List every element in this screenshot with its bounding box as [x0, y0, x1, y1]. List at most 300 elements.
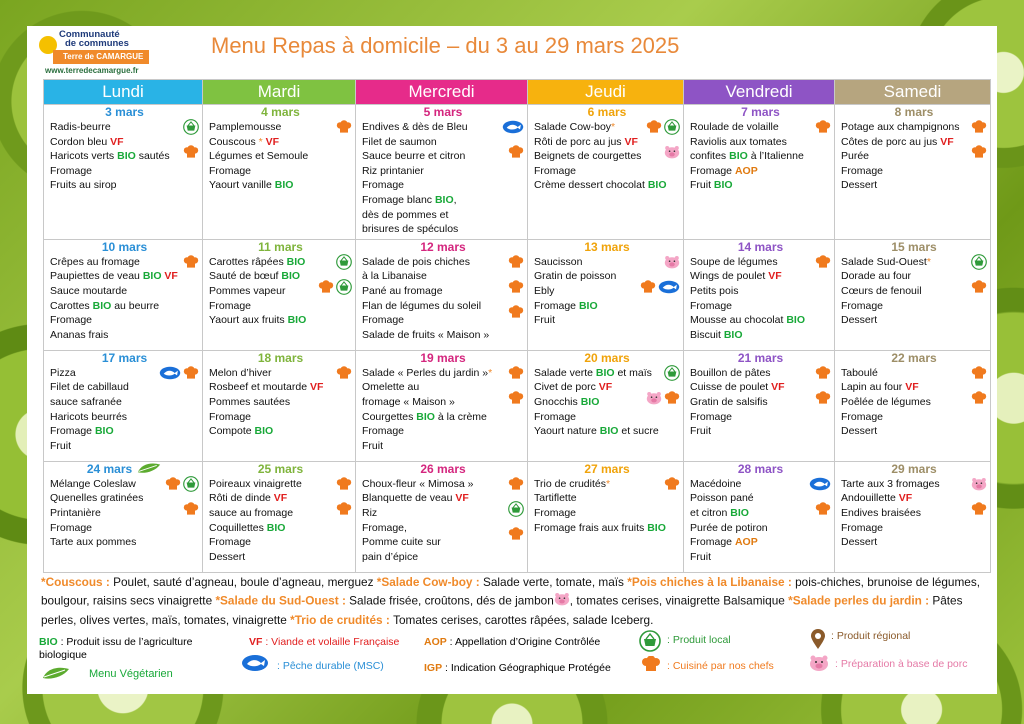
menu-segment: BIO	[254, 425, 274, 438]
menu-segment: VF	[309, 381, 324, 394]
cell-date-text: 7 mars	[741, 105, 780, 119]
menu-segment: Fruit	[690, 179, 714, 192]
chef-icon	[336, 501, 352, 522]
chef-icon	[815, 254, 831, 275]
menu-segment: Choux-fleur « Mimosa »	[362, 477, 474, 490]
menu-line	[841, 424, 987, 439]
menu-segment: Pizza	[50, 366, 76, 379]
cell-icons	[664, 476, 680, 497]
cell-date	[841, 462, 987, 477]
cell-date	[534, 105, 680, 120]
day-header-4: Vendredi	[684, 80, 835, 105]
menu-line	[362, 521, 524, 536]
menu-line	[841, 313, 987, 328]
menu-line	[841, 149, 987, 164]
menu-items	[841, 255, 987, 328]
menu-segment: Fruit	[690, 550, 711, 563]
day-cell	[356, 461, 528, 572]
menu-segment: Pamplemousse	[209, 121, 282, 133]
menu-items	[841, 366, 987, 439]
menu-segment: Carottes râpées	[209, 255, 287, 268]
menu-segment: Fromage	[690, 164, 735, 177]
menu-segment: Pommes sautées	[209, 395, 291, 408]
logo-line1: Communauté	[59, 29, 120, 40]
menu-line	[690, 380, 831, 395]
day-header-row	[44, 80, 991, 105]
cell-date	[50, 240, 199, 255]
cell-date-text: 20 mars	[584, 350, 630, 365]
cell-icons	[502, 119, 524, 165]
menu-segment: Saucisson	[534, 255, 583, 268]
week-row	[44, 350, 991, 461]
menu-segment: Printanière	[50, 506, 101, 519]
menu-segment: Pané au fromage	[362, 284, 443, 297]
cell-icons	[646, 119, 680, 165]
leaf-icon	[136, 462, 162, 478]
menu-segment: BIO	[92, 299, 112, 312]
menu-segment: Omelette au	[362, 381, 420, 394]
day-cell	[835, 461, 991, 572]
cell-date-text: 25 mars	[257, 461, 304, 476]
cell-icons	[646, 365, 680, 411]
menu-segment: Paupiettes de veau	[50, 270, 143, 283]
menu-items	[362, 366, 524, 454]
menu-segment: Fruit	[362, 439, 383, 452]
menu-segment: BIO	[599, 425, 619, 438]
cell-date	[362, 462, 524, 477]
cell-icons	[971, 476, 987, 522]
cell-date-text: 8 mars	[894, 105, 934, 119]
menu-line	[841, 380, 987, 395]
menu-line	[50, 299, 199, 314]
menu-segment: Yaourt aux fruits	[209, 314, 288, 327]
menu-segment: Filet de cabillaud	[50, 381, 129, 394]
legend-chef: : Cuisiné par nos chefs	[667, 660, 774, 672]
menu-line	[209, 380, 352, 395]
menu-line	[841, 395, 987, 410]
menu-segment: Melon d’hiver	[209, 366, 272, 379]
menu-segment: Courgettes	[362, 410, 417, 423]
menu-segment: Fromage	[690, 410, 733, 423]
chef-icon	[664, 476, 680, 497]
menu-line	[209, 535, 352, 550]
menu-segment: Petits pois	[690, 284, 739, 297]
menu-line	[362, 550, 524, 565]
menu-segment: Pomme cuite sur	[362, 536, 441, 549]
menu-line	[690, 410, 831, 425]
chef-icon	[183, 144, 199, 165]
menu-body	[44, 105, 991, 573]
menu-segment: dès de pommes et	[362, 208, 449, 221]
menu-line	[690, 395, 831, 410]
menu-line	[841, 178, 987, 193]
menu-line	[690, 313, 831, 328]
menu-segment: Blanquette de veau	[362, 492, 456, 505]
menu-line	[209, 178, 352, 193]
cell-date-text: 17 mars	[101, 350, 148, 365]
menu-segment: Fromage	[841, 299, 884, 312]
menu-segment: Riz printanier	[362, 164, 424, 177]
cell-icons	[165, 476, 199, 522]
menu-segment: Rosbeef et moutarde	[209, 381, 310, 394]
chef-icon	[815, 501, 831, 522]
cell-date	[209, 351, 352, 366]
menu-items	[534, 477, 680, 535]
chef-icon	[508, 476, 524, 497]
day-header-5: Samedi	[835, 80, 991, 105]
menu-segment: Dessert	[841, 314, 878, 327]
menu-table	[43, 79, 991, 573]
logo-line2: de communes	[65, 38, 129, 49]
menu-segment: Taboulé	[841, 366, 878, 379]
menu-line	[50, 120, 199, 135]
cell-date	[362, 351, 524, 366]
day-cell	[356, 105, 528, 240]
menu-line	[362, 491, 524, 506]
cell-icons	[971, 254, 987, 300]
menu-line	[362, 299, 524, 314]
menu-segment: VF	[273, 492, 288, 505]
menu-line	[841, 284, 987, 299]
cell-icons	[508, 476, 524, 547]
menu-segment: Fromage	[362, 179, 405, 192]
day-cell	[528, 350, 684, 461]
cell-date-text: 27 mars	[584, 461, 630, 476]
menu-segment: Fromage	[534, 410, 577, 423]
week-row	[44, 105, 991, 240]
menu-segment: au beurre	[111, 299, 160, 312]
basket-icon	[183, 476, 199, 497]
menu-segment: Yaourt nature	[534, 425, 600, 438]
menu-line	[362, 380, 524, 395]
cell-date	[534, 240, 680, 255]
menu-segment: BIO	[729, 150, 748, 163]
day-cell	[44, 350, 203, 461]
menu-segment: à la crème	[434, 410, 487, 423]
menu-line	[690, 521, 831, 536]
menu-line	[362, 178, 524, 193]
chef-icon	[815, 365, 831, 386]
menu-line	[690, 269, 831, 284]
chef-icon	[664, 390, 680, 411]
chef-icon	[336, 476, 352, 497]
menu-segment: Fruits au sirop	[50, 179, 117, 192]
menu-segment: Fromage frais aux fruits	[534, 521, 648, 534]
cell-date-text: 22 mars	[891, 350, 937, 365]
day-header-2: Mercredi	[356, 80, 528, 105]
menu-line	[534, 164, 680, 179]
cell-icons	[183, 254, 199, 275]
menu-line	[362, 395, 524, 410]
menu-items	[841, 477, 987, 550]
menu-segment: Salade verte	[534, 366, 596, 379]
menu-segment: BIO	[274, 179, 294, 192]
legend-regional: : Produit régional	[831, 630, 911, 642]
menu-segment: VF	[455, 492, 469, 505]
note-segment: Poulet, sauté d’agneau, boule d’agneau, merguez	[113, 575, 377, 589]
pig-icon	[554, 596, 570, 610]
menu-line	[209, 477, 352, 492]
pig-icon	[971, 476, 987, 497]
menu-line	[209, 410, 352, 425]
menu-items	[362, 477, 524, 565]
menu-items	[209, 477, 352, 565]
menu-line	[841, 491, 987, 506]
menu-line	[50, 164, 199, 179]
legend	[39, 626, 989, 686]
menu-segment: Ebly	[534, 284, 555, 297]
legend-msc: : Pêche durable (MSC)	[277, 660, 384, 672]
menu-line	[362, 208, 524, 223]
menu-line	[841, 120, 987, 135]
chef-icon	[336, 365, 352, 386]
menu-segment: Sauce moutarde	[50, 284, 128, 297]
legend-igp: IGP : Indication Géographique Protégée	[424, 662, 611, 674]
cell-icons	[815, 254, 831, 275]
menu-line	[362, 269, 524, 284]
menu-line	[50, 395, 199, 410]
chef-icon	[336, 119, 352, 140]
menu-line	[50, 410, 199, 425]
menu-segment: VF	[771, 381, 785, 394]
cell-date-text: 14 mars	[737, 239, 784, 254]
cell-date-text: 24 mars	[86, 461, 133, 476]
chef-icon	[815, 119, 831, 140]
day-cell	[684, 105, 835, 240]
menu-segment: VF	[262, 135, 280, 148]
menu-line	[50, 178, 199, 193]
cell-date	[690, 351, 831, 366]
menu-segment: à l’Italienne	[747, 150, 804, 163]
cell-date	[690, 462, 831, 477]
menu-segment: VF	[161, 270, 178, 283]
menu-segment: et citron	[690, 506, 731, 519]
cell-date-text: 11 mars	[258, 239, 303, 254]
menu-segment: *	[488, 366, 493, 379]
menu-segment: BIO	[286, 255, 306, 268]
menu-line	[209, 149, 352, 164]
menu-line	[50, 535, 199, 550]
day-cell	[835, 239, 991, 350]
menu-segment: Salade « Perles du jardin »	[362, 366, 489, 379]
menu-segment: Gnocchis	[534, 395, 581, 408]
menu-line	[362, 120, 524, 135]
basket-icon	[183, 119, 199, 140]
pin-icon	[809, 628, 827, 654]
menu-line	[50, 328, 199, 343]
menu-line	[534, 477, 680, 492]
menu-line	[841, 506, 987, 521]
menu-segment: *	[258, 135, 263, 148]
basket-icon	[336, 279, 352, 300]
menu-line	[534, 491, 680, 506]
cell-icons	[318, 254, 352, 300]
menu-line	[209, 366, 352, 381]
cell-icons	[336, 365, 352, 386]
basket-icon	[664, 119, 680, 140]
menu-segment: Lapin au four	[841, 381, 906, 394]
chef-icon	[971, 144, 987, 165]
menu-segment: Raviolis aux tomates	[690, 135, 787, 148]
cell-date	[50, 105, 199, 120]
menu-segment: BIO	[287, 314, 307, 327]
day-header-1: Mardi	[203, 80, 356, 105]
menu-line	[841, 477, 987, 492]
cell-icons	[183, 119, 199, 165]
cell-icons	[508, 365, 524, 411]
menu-segment: Fruit	[690, 425, 711, 438]
cell-date-text: 21 mars	[737, 350, 784, 365]
menu-segment: Fromage	[690, 536, 735, 549]
day-cell	[44, 461, 203, 572]
menu-line	[50, 255, 199, 270]
chef-icon	[971, 119, 987, 140]
menu-line	[841, 299, 987, 314]
menu-line	[534, 424, 680, 439]
leaf-icon	[41, 666, 71, 684]
menu-items	[690, 120, 831, 193]
menu-segment: VF	[624, 135, 638, 148]
legend-veg: Menu Végétarien	[89, 668, 173, 680]
menu-segment: Tarte aux pommes	[50, 536, 137, 549]
day-cell	[528, 461, 684, 572]
note-segment: Pâtes perles, olives vertes, maïs, tomates, vinaigrette	[41, 593, 963, 627]
menu-segment: Beignets de courgettes	[534, 150, 642, 163]
note-segment: *Salade du Sud-Ouest :	[215, 593, 350, 608]
menu-segment: Fromage	[209, 299, 252, 312]
menu-line	[362, 477, 524, 492]
menu-segment: Dessert	[841, 425, 878, 438]
note-segment: *Salade Cow-boy :	[376, 575, 483, 589]
cell-date-text: 10 mars	[101, 239, 148, 254]
menu-segment: Dorade au four	[841, 270, 912, 283]
menu-line	[534, 410, 680, 425]
menu-segment: Yaourt vanille	[209, 179, 275, 192]
cell-date-text: 28 mars	[737, 461, 784, 476]
chef-icon	[318, 279, 334, 300]
menu-segment: BIO	[647, 179, 667, 192]
cell-date	[50, 351, 199, 366]
menu-segment: Coquillettes	[209, 521, 267, 534]
note-segment: *Salade perles du jardin :	[788, 593, 933, 608]
cell-date	[841, 240, 987, 255]
note-segment: Tomates cerises, carottes râpées, salade Iceberg.	[393, 613, 654, 627]
week-row	[44, 461, 991, 572]
menu-line	[362, 366, 524, 381]
cell-icons	[971, 119, 987, 165]
menu-segment: Filet de saumon	[362, 135, 437, 148]
menu-segment: Dessert	[841, 179, 878, 192]
menu-line	[690, 328, 831, 343]
menu-line	[841, 521, 987, 536]
menu-segment: Fromage	[534, 299, 579, 312]
menu-line	[209, 395, 352, 410]
menu-segment: Fromage blanc	[362, 193, 435, 206]
menu-segment: Fromage	[50, 521, 93, 534]
menu-segment: Fromage	[841, 410, 884, 423]
menu-segment: Poireaux vinaigrette	[209, 477, 302, 490]
menu-segment: Fromage	[841, 164, 884, 177]
fish-icon	[241, 654, 269, 676]
menu-segment: Crème dessert chocolat	[534, 179, 648, 192]
chef-icon	[641, 656, 661, 676]
legend-bio: BIO : Produit issu de l’agriculture biologique	[39, 636, 193, 661]
chef-icon	[640, 279, 656, 300]
menu-segment: Crêpes au fromage	[50, 255, 140, 268]
menu-segment: et maïs	[614, 366, 652, 379]
menu-line	[50, 149, 199, 164]
menu-line	[50, 521, 199, 536]
menu-segment: BIO	[730, 506, 749, 519]
menu-line	[690, 164, 831, 179]
menu-line	[50, 313, 199, 328]
fish-icon	[159, 365, 181, 386]
menu-items	[690, 255, 831, 343]
menu-segment: AOP	[734, 536, 758, 549]
basket-icon	[639, 630, 661, 656]
chef-icon	[165, 476, 181, 497]
menu-segment: sauce au fromage	[209, 506, 294, 519]
chef-icon	[508, 144, 524, 165]
cell-icons	[159, 365, 199, 386]
menu-segment: Fromage	[690, 299, 733, 312]
menu-segment: et sucre	[618, 425, 659, 438]
cell-date	[534, 351, 680, 366]
menu-segment: VF	[905, 381, 919, 394]
menu-segment: Soupe de légumes	[690, 255, 778, 268]
menu-line	[362, 284, 524, 299]
cell-date	[362, 240, 524, 255]
menu-line	[209, 491, 352, 506]
menu-line	[841, 410, 987, 425]
menu-line	[841, 269, 987, 284]
menu-segment: BIO	[281, 270, 301, 283]
day-cell	[203, 105, 356, 240]
cell-date-text: 5 mars	[423, 105, 463, 119]
menu-segment: Fromage	[841, 521, 884, 534]
menu-line	[690, 424, 831, 439]
cell-date-text: 13 mars	[584, 239, 630, 254]
menu-segment: Salade de fruits « Maison »	[362, 328, 490, 341]
notes	[41, 574, 985, 629]
menu-segment: Fromage	[209, 410, 252, 423]
legend-local: : Produit local	[667, 634, 731, 646]
menu-line	[690, 255, 831, 270]
menu-segment: Fromage	[209, 164, 252, 177]
cell-date-text: 15 mars	[891, 239, 937, 254]
menu-segment: Mélange Coleslaw	[50, 477, 136, 490]
menu-line	[690, 120, 831, 135]
menu-line	[841, 366, 987, 381]
cell-date	[209, 105, 352, 120]
menu-items	[690, 366, 831, 439]
menu-segment: sautés	[135, 150, 170, 163]
menu-line	[841, 535, 987, 550]
pig-icon	[809, 654, 829, 676]
menu-line	[534, 299, 680, 314]
menu-segment: sauce safranée	[50, 395, 122, 408]
menu-segment: BIO	[647, 521, 666, 534]
menu-segment: Potage aux champignons	[841, 121, 960, 133]
menu-segment: Civet de porc	[534, 381, 599, 394]
menu-segment: Tartiflette	[534, 492, 577, 505]
logo-url: www.terredecamargue.fr	[45, 66, 139, 75]
menu-segment: Ananas frais	[50, 328, 109, 341]
note-segment: Salade verte, tomate, maïs	[482, 575, 628, 589]
note-segment: *Couscous :	[41, 575, 114, 589]
menu-line	[209, 506, 352, 521]
cell-date	[690, 240, 831, 255]
